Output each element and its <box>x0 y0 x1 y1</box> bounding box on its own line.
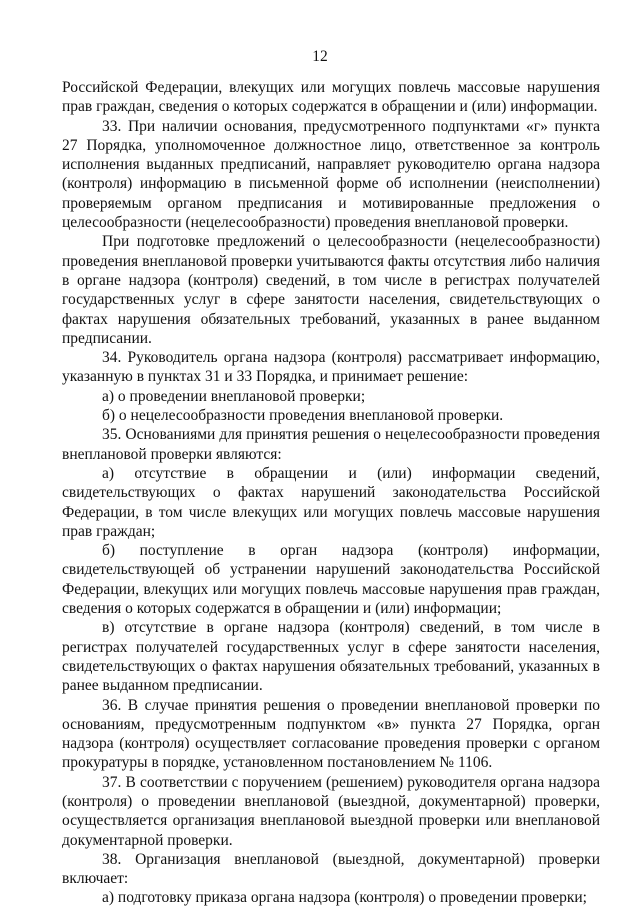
paragraph-34-b: б) о нецелесообразности проведения внеплановой проверки. <box>102 407 504 425</box>
paragraph-35-b: б) поступление в орган надзора (контроля) информации, свидетельствующей об устранении нарушений законодательства Российской Федерации, влекущих или могущих повлечь массовые нарушения прав граждан, сведения о которых содержатся в обращении и (или) информации; <box>62 542 600 618</box>
page-number: 12 <box>312 48 328 65</box>
paragraph-33-proposals: При подготовке предложений о целесообразности (нецелесообразности) проведения внеплановой проверки учитываются факты отсутствия либо наличия в органе надзора (контроля) сведений, в том числе в регистрах получателей государственных услуг в сфере занятости населения, свидетельствующих о фактах нарушения обязательных требований, указанных в ранее выданном предписании. <box>62 233 600 347</box>
paragraph-38-a: а) подготовку приказа органа надзора (контроля) о проведении проверки; <box>102 889 587 907</box>
paragraph-33: 33. При наличии основания, предусмотренного подпунктами «г» пункта 27 Порядка, уполномоченное должностное лицо, ответственное за контроль исполнения выданных предписаний, направляет руководителю органа надзора (контроля) информацию в письменной форме об исполнении (неисполнении) проверяемым органом предписания и мотивированные предложения о целесообразности (нецелесообразности) проведения внеплановой проверки. <box>62 117 600 232</box>
paragraph-38: 38. Организация внеплановой (выездной, документарной) проверки включает: <box>62 850 600 888</box>
paragraph-continuation: Российской Федерации, влекущих или могущих повлечь массовые нарушения прав граждан, сведения о которых содержатся в обращении и (или) информации. <box>62 79 600 116</box>
paragraph-37: 37. В соответствии с поручением (решением) руководителя органа надзора (контроля) о проведении внеплановой (выездной, документарной) проверки, осуществляется организация внеплановой выездной проверки или внеплановой документарной проверки. <box>62 773 600 849</box>
paragraph-35-v: в) отсутствие в органе надзора (контроля) сведений, в том числе в регистрах получателей государственных услуг в сфере занятости населения, свидетельствующих о фактах нарушения обязательных требований, указанных в ранее выданном предписании. <box>62 619 600 695</box>
paragraph-34: 34. Руководитель органа надзора (контроля) рассматривает информацию, указанную в пунктах 31 и 33 Порядка, и принимает решение: <box>62 349 600 386</box>
paragraph-35-a: а) отсутствие в обращении и (или) информации сведений, свидетельствующих о фактах нарушений законодательства Российской Федерации, в том числе влекущих или могущих повлечь массовые нарушения прав граждан; <box>62 464 600 540</box>
paragraph-36: 36. В случае принятия решения о проведении внеплановой проверки по основаниям, предусмотренным подпунктом «в» пункта 27 Порядка, орган надзора (контроля) осуществляет согласование проведения проверки с органом прокуратуры в порядке, установленном постановлением № 1106. <box>62 696 600 772</box>
paragraph-35: 35. Основаниями для принятия решения о нецелесообразности проведения внеплановой проверки являются: <box>62 426 600 463</box>
document-body <box>62 78 600 908</box>
paragraph-34-a: а) о проведении внеплановой проверки; <box>102 387 366 405</box>
